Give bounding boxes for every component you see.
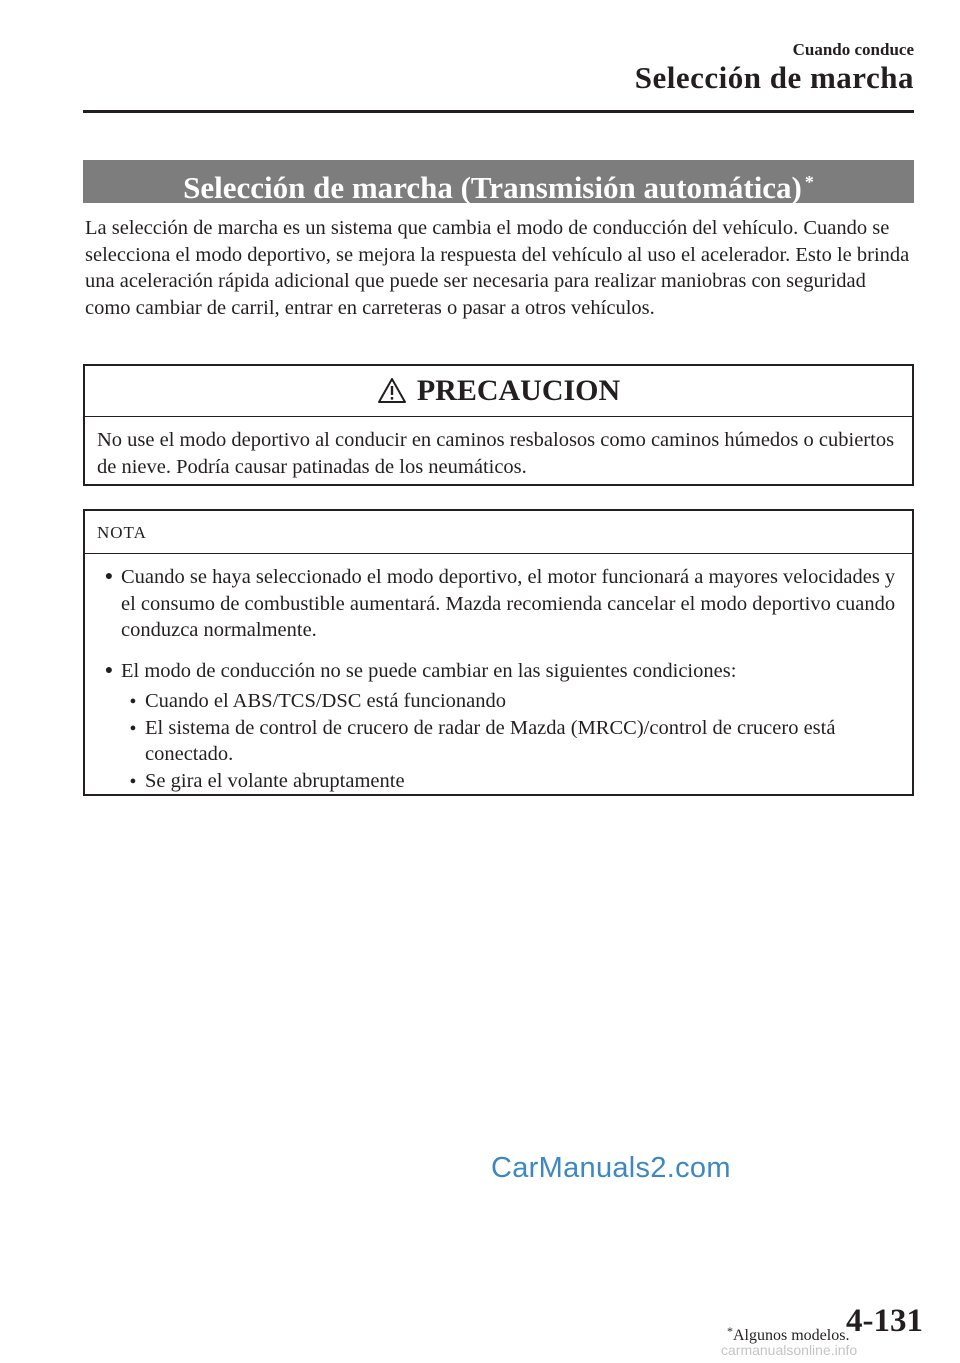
subbullet-dot-icon: ●	[129, 774, 137, 787]
caution-box	[83, 364, 914, 486]
bullet-dot-icon: ●	[104, 662, 114, 678]
note-subbullet-text: El sistema de control de crucero de radar de Mazda (MRCC)/control de crucero está conectado.	[145, 716, 836, 765]
caution-text: No use el modo deportivo al conducir en caminos resbalosos como caminos húmedos o cubiertos de nieve. Podría causar patinadas de los neumáticos.	[97, 429, 895, 478]
note-subbullet-text: Cuando el ABS/TCS/DSC está funcionando	[145, 690, 507, 712]
caution-title: PRECAUCION	[416, 374, 621, 407]
section-title: Selección de marcha (Transmisión automática)	[183, 170, 802, 205]
bullet-dot-icon: ●	[104, 569, 114, 584]
note-subbullet	[121, 715, 900, 768]
site-watermark: CarManuals2.com	[491, 1152, 731, 1184]
note-heading: NOTA	[85, 511, 912, 554]
intro-paragraph: La selección de marcha es un sistema que cambia el modo de conducción del vehículo. Cuando se selecciona el modo deportivo, se mejora la respuesta del vehículo al uso el acelerador. Esto le brinda una aceleración rápida adicional que puede ser necesaria para realizar maniobras con seguridad como cambiar de carril, entrar en carreteras o pasar a otros vehículos.	[85, 217, 910, 319]
caution-header	[85, 366, 912, 417]
page-number: 4-131	[846, 1303, 923, 1339]
note-subbullet	[121, 768, 900, 795]
footnote-text: Algunos modelos.	[733, 1327, 850, 1344]
chapter-header: Cuando conduce	[792, 40, 914, 59]
note-box	[83, 509, 914, 796]
section-title-bar	[83, 160, 914, 203]
section-header: Selección de marcha	[634, 60, 914, 95]
note-bullet	[97, 564, 900, 644]
header-divider	[83, 110, 914, 113]
warning-triangle-icon	[377, 377, 407, 404]
optional-equipment-star: *	[804, 172, 814, 192]
footnote-star: *	[727, 1324, 733, 1338]
note-subbullet	[121, 688, 900, 715]
subbullet-dot-icon: ●	[129, 695, 137, 707]
bottom-watermark: carmanualsonline.info	[721, 1342, 858, 1358]
note-bullet-text: El modo de conducción no se puede cambiar en las siguientes condiciones:	[121, 659, 737, 682]
note-subbullet-text: Se gira el volante abruptamente	[145, 769, 405, 792]
note-bullet	[97, 658, 900, 685]
note-body	[85, 554, 912, 794]
subbullet-dot-icon: ●	[129, 721, 137, 734]
note-bullet-text: Cuando se haya seleccionado el modo deportivo, el motor funcionará a mayores velocidades y el consumo de combustible aumentará. Mazda recomienda cancelar el modo deportivo cuando conduzca normalmente.	[121, 566, 896, 641]
